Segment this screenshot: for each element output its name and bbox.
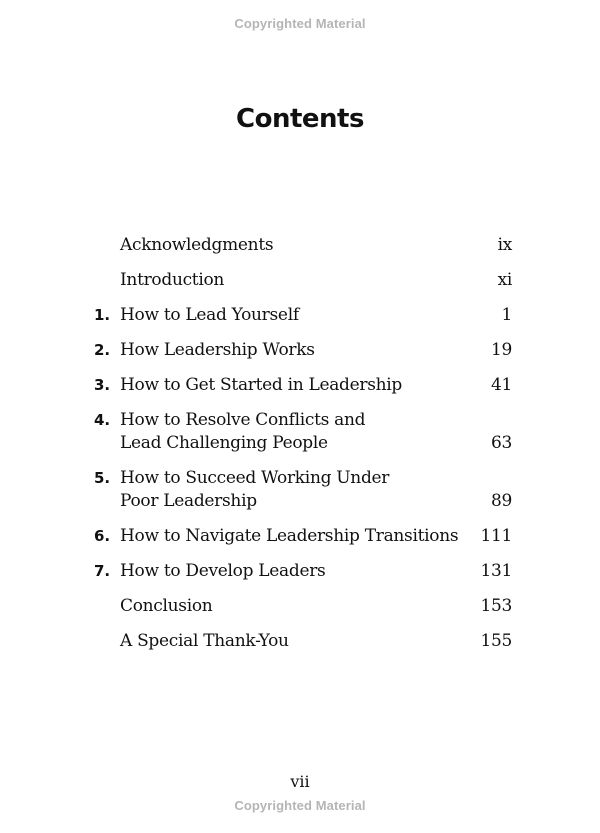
toc-entry <box>94 304 512 327</box>
entry-title-line: A Special Thank-You <box>120 631 289 651</box>
entry-title-line: How to Resolve Conflicts and <box>120 410 366 430</box>
chapter-number: 2. <box>94 341 111 359</box>
entry-title-line: How to Navigate Leadership Transitions <box>120 526 459 546</box>
entry-title <box>120 234 498 257</box>
entry-title <box>120 525 480 548</box>
entry-page-number: 89 <box>490 491 512 511</box>
toc-entry <box>94 339 512 362</box>
page-title: Contents <box>236 104 364 134</box>
copyright-watermark-bottom: Copyrighted Material <box>234 798 366 813</box>
chapter-number: 6. <box>94 527 111 545</box>
chapter-number: 1. <box>94 306 111 324</box>
toc-entry <box>94 525 512 548</box>
entry-title-line: Poor Leadership <box>120 491 257 511</box>
entry-title-line: How to Succeed Working Under <box>120 468 390 488</box>
entry-page-number: 63 <box>490 433 512 453</box>
entry-title <box>120 269 498 292</box>
entry-page-number: xi <box>497 270 512 290</box>
table-of-contents <box>94 234 512 665</box>
toc-entry <box>94 630 512 653</box>
entry-title-line: How to Develop Leaders <box>120 561 326 581</box>
chapter-number: 3. <box>94 376 111 394</box>
chapter-number: 5. <box>94 469 111 487</box>
entry-title <box>120 560 480 583</box>
toc-entry <box>94 374 512 397</box>
entry-page-number: 153 <box>480 596 512 616</box>
entry-page-number: 41 <box>490 375 512 395</box>
entry-title-line: How Leadership Works <box>120 340 315 360</box>
toc-entry <box>94 467 512 513</box>
entry-page-number: 19 <box>490 340 512 360</box>
toc-entry <box>94 234 512 257</box>
entry-title <box>120 467 491 513</box>
entry-page-number: 111 <box>480 526 512 546</box>
entry-title-line: Conclusion <box>120 596 213 616</box>
entry-page-number: ix <box>497 235 512 255</box>
copyright-watermark-top: Copyrighted Material <box>234 16 366 31</box>
entry-title-line: Lead Challenging People <box>120 433 328 453</box>
entry-title-line: How to Get Started in Leadership <box>120 375 403 395</box>
entry-title <box>120 339 491 362</box>
toc-entry <box>94 595 512 618</box>
entry-page-number: 155 <box>480 631 512 651</box>
entry-title <box>120 409 491 455</box>
page-number: vii <box>290 772 310 791</box>
entry-title <box>120 304 501 327</box>
toc-entry <box>94 269 512 292</box>
chapter-number: 4. <box>94 411 111 429</box>
entry-title <box>120 595 480 618</box>
entry-page-number: 1 <box>501 305 512 325</box>
entry-title <box>120 374 491 397</box>
entry-title-line: How to Lead Yourself <box>120 305 299 325</box>
toc-entry <box>94 409 512 455</box>
chapter-number: 7. <box>94 562 111 580</box>
entry-page-number: 131 <box>480 561 512 581</box>
entry-title-line: Acknowledgments <box>120 235 274 255</box>
entry-title-line: Introduction <box>120 270 225 290</box>
entry-title <box>120 630 480 653</box>
toc-entry <box>94 560 512 583</box>
